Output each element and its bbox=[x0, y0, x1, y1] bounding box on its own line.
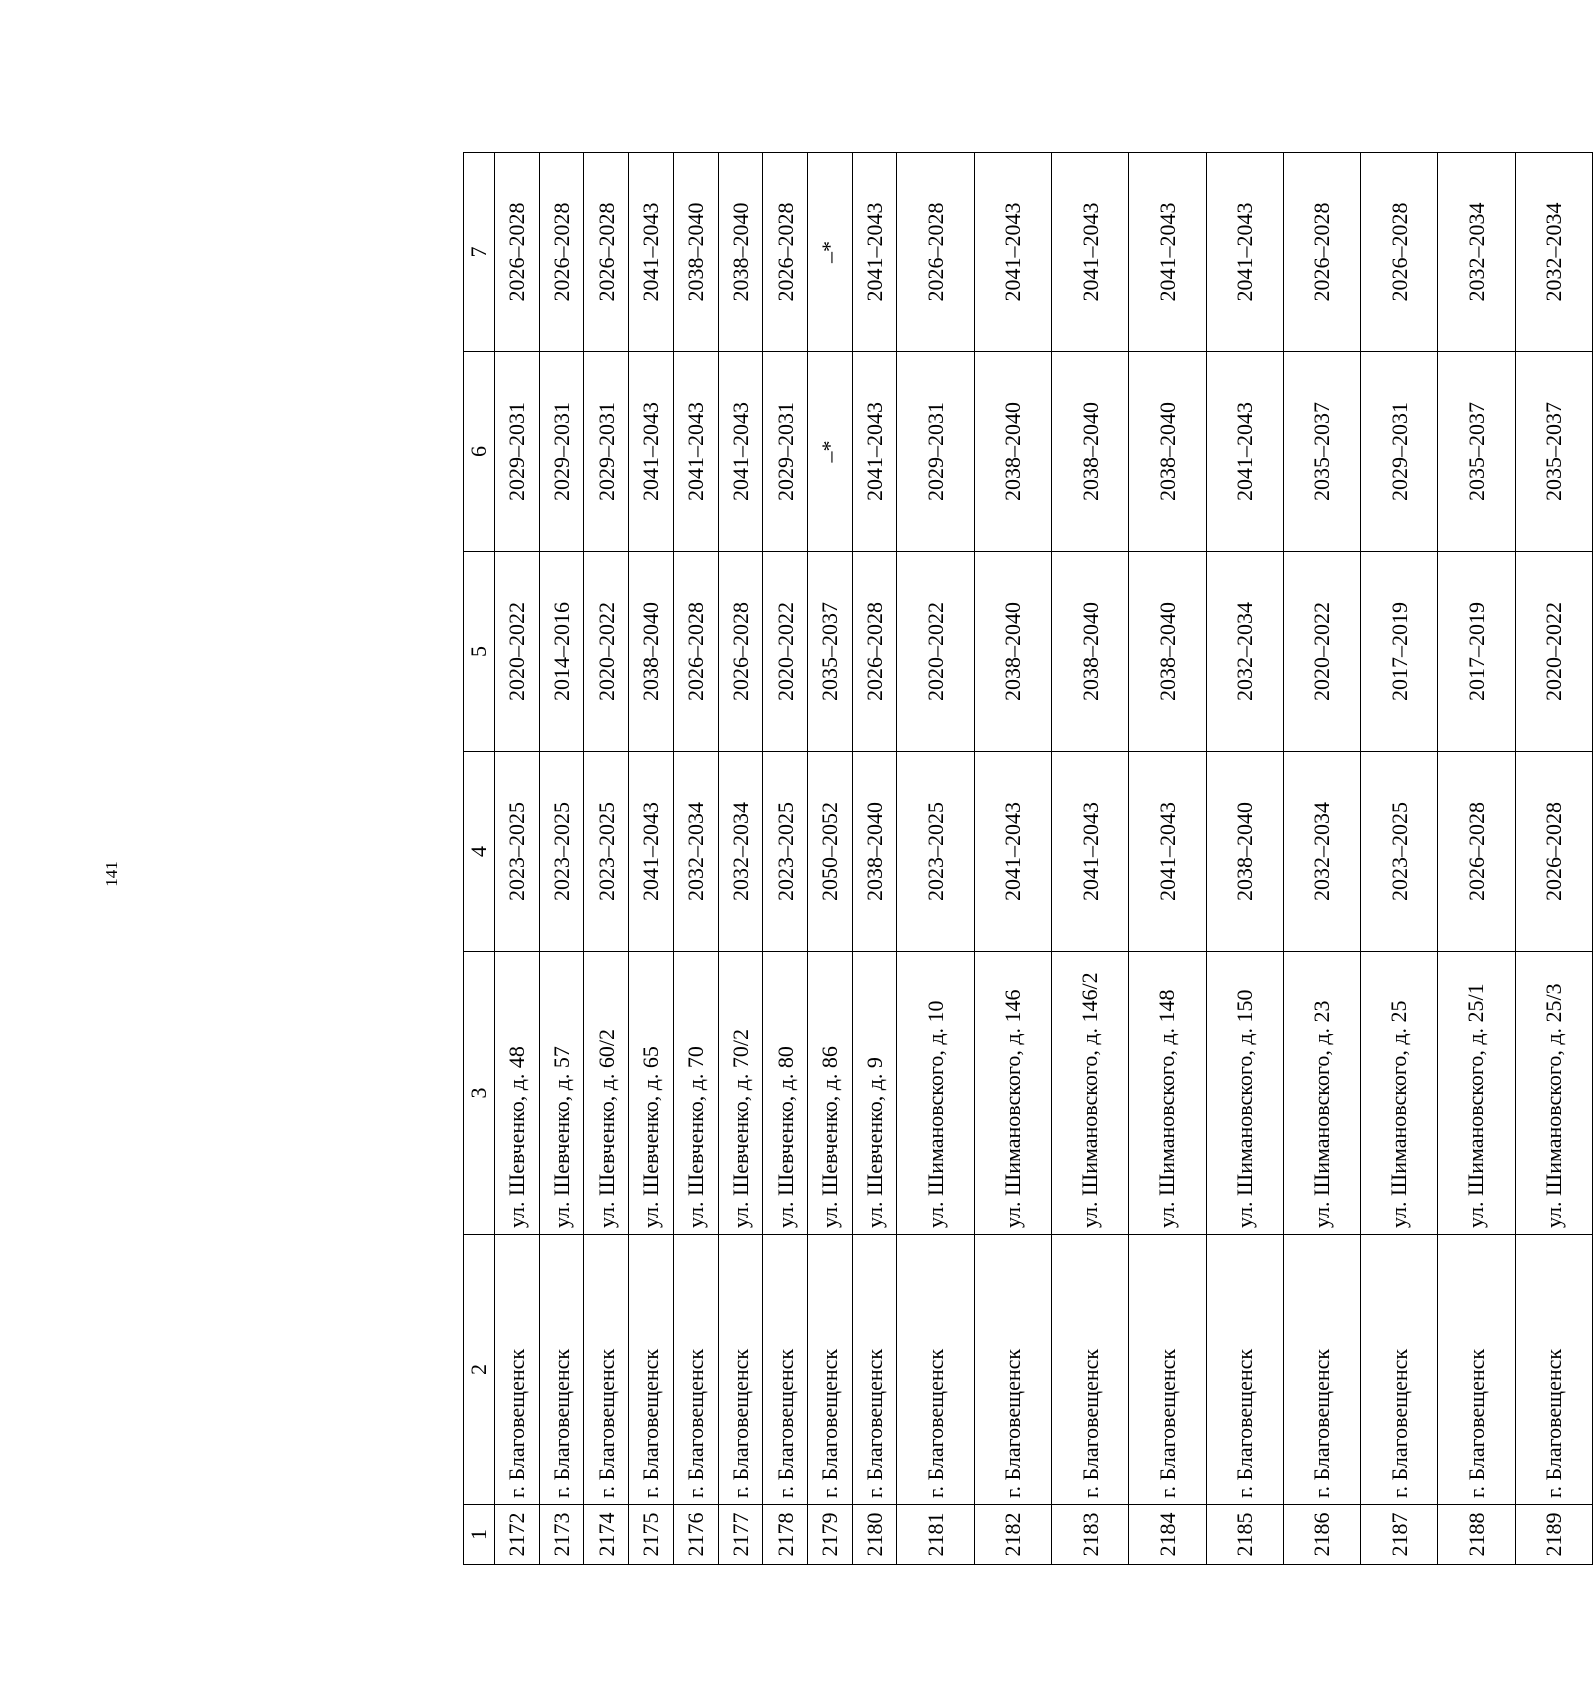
period-cell: 2038–2040 bbox=[673, 153, 718, 352]
period-cell: 2041–2043 bbox=[1052, 752, 1129, 952]
period-cell: 2041–2043 bbox=[1129, 153, 1206, 352]
period-cell: 2020–2022 bbox=[584, 552, 629, 752]
table-row bbox=[763, 153, 808, 1565]
period-cell: 2041–2043 bbox=[852, 352, 897, 552]
column-header: 7 bbox=[464, 153, 495, 352]
period-cell: 2041–2043 bbox=[629, 153, 674, 352]
period-cell: 2038–2040 bbox=[718, 153, 763, 352]
table-row bbox=[1129, 153, 1206, 1565]
city-cell: г. Благовещенск bbox=[673, 1235, 718, 1505]
period-cell: 2026–2028 bbox=[539, 153, 584, 352]
address-cell: ул. Шевченко, д. 9 bbox=[852, 952, 897, 1235]
table-row bbox=[718, 153, 763, 1565]
period-cell: 2026–2028 bbox=[584, 153, 629, 352]
city-cell: г. Благовещенск bbox=[1129, 1235, 1206, 1505]
city-cell: г. Благовещенск bbox=[1283, 1235, 1360, 1505]
period-cell: 2050–2052 bbox=[808, 752, 853, 952]
period-cell: 2041–2043 bbox=[974, 752, 1051, 952]
period-cell: 2032–2034 bbox=[673, 752, 718, 952]
period-cell: 2038–2040 bbox=[629, 552, 674, 752]
row-number-cell: 2179 bbox=[808, 1505, 853, 1565]
column-header: 2 bbox=[464, 1235, 495, 1505]
period-cell: 2023–2025 bbox=[584, 752, 629, 952]
table-body bbox=[495, 153, 1593, 1565]
row-number-cell: 2180 bbox=[852, 1505, 897, 1565]
period-cell: 2029–2031 bbox=[763, 352, 808, 552]
period-cell: 2032–2034 bbox=[1206, 552, 1283, 752]
table-row bbox=[974, 153, 1051, 1565]
address-cell: ул. Шимановского, д. 25 bbox=[1361, 952, 1438, 1235]
period-cell: –* bbox=[808, 352, 853, 552]
period-cell: 2026–2028 bbox=[718, 552, 763, 752]
period-cell: 2041–2043 bbox=[974, 153, 1051, 352]
city-cell: г. Благовещенск bbox=[629, 1235, 674, 1505]
city-cell: г. Благовещенск bbox=[763, 1235, 808, 1505]
row-number-cell: 2189 bbox=[1515, 1505, 1592, 1565]
city-cell: г. Благовещенск bbox=[495, 1235, 540, 1505]
table-row bbox=[1438, 153, 1515, 1565]
table-row bbox=[852, 153, 897, 1565]
header-row bbox=[464, 153, 495, 1565]
table-row bbox=[584, 153, 629, 1565]
address-cell: ул. Шевченко, д. 86 bbox=[808, 952, 853, 1235]
period-cell: 2032–2034 bbox=[1515, 153, 1592, 352]
period-cell: 2038–2040 bbox=[974, 552, 1051, 752]
city-cell: г. Благовещенск bbox=[1206, 1235, 1283, 1505]
address-cell: ул. Шимановского, д. 146/2 bbox=[1052, 952, 1129, 1235]
period-cell: 2029–2031 bbox=[584, 352, 629, 552]
city-cell: г. Благовещенск bbox=[1515, 1235, 1592, 1505]
column-header: 4 bbox=[464, 752, 495, 952]
column-header: 1 bbox=[464, 1505, 495, 1565]
table-row bbox=[629, 153, 674, 1565]
period-cell: 2041–2043 bbox=[1206, 153, 1283, 352]
address-cell: ул. Шимановского, д. 23 bbox=[1283, 952, 1360, 1235]
period-cell: 2020–2022 bbox=[1515, 552, 1592, 752]
row-number-cell: 2183 bbox=[1052, 1505, 1129, 1565]
address-cell: ул. Шевченко, д. 70/2 bbox=[718, 952, 763, 1235]
period-cell: 2029–2031 bbox=[897, 352, 974, 552]
table-row bbox=[808, 153, 853, 1565]
table-row bbox=[539, 153, 584, 1565]
city-cell: г. Благовещенск bbox=[1361, 1235, 1438, 1505]
period-cell: 2032–2034 bbox=[1283, 752, 1360, 952]
period-cell: 2023–2025 bbox=[1361, 752, 1438, 952]
address-cell: ул. Шимановского, д. 146 bbox=[974, 952, 1051, 1235]
row-number-cell: 2177 bbox=[718, 1505, 763, 1565]
address-cell: ул. Шимановского, д. 25/1 bbox=[1438, 952, 1515, 1235]
period-cell: 2026–2028 bbox=[852, 552, 897, 752]
row-number-cell: 2174 bbox=[584, 1505, 629, 1565]
row-number-cell: 2182 bbox=[974, 1505, 1051, 1565]
period-cell: –* bbox=[808, 153, 853, 352]
period-cell: 2038–2040 bbox=[974, 352, 1051, 552]
period-cell: 2035–2037 bbox=[808, 552, 853, 752]
address-cell: ул. Шевченко, д. 65 bbox=[629, 952, 674, 1235]
address-cell: ул. Шевченко, д. 80 bbox=[763, 952, 808, 1235]
period-cell: 2041–2043 bbox=[629, 752, 674, 952]
city-cell: г. Благовещенск bbox=[718, 1235, 763, 1505]
period-cell: 2041–2043 bbox=[718, 352, 763, 552]
city-cell: г. Благовещенск bbox=[1052, 1235, 1129, 1505]
period-cell: 2026–2028 bbox=[1515, 752, 1592, 952]
period-cell: 2029–2031 bbox=[539, 352, 584, 552]
period-cell: 2020–2022 bbox=[897, 552, 974, 752]
period-cell: 2029–2031 bbox=[495, 352, 540, 552]
page-number: 141 bbox=[102, 861, 121, 887]
row-number-cell: 2175 bbox=[629, 1505, 674, 1565]
period-cell: 2023–2025 bbox=[763, 752, 808, 952]
table-row bbox=[673, 153, 718, 1565]
period-cell: 2020–2022 bbox=[1283, 552, 1360, 752]
period-cell: 2041–2043 bbox=[1206, 352, 1283, 552]
table-row bbox=[897, 153, 974, 1565]
row-number-cell: 2178 bbox=[763, 1505, 808, 1565]
period-cell: 2026–2028 bbox=[1361, 153, 1438, 352]
row-number-cell: 2172 bbox=[495, 1505, 540, 1565]
row-number-cell: 2181 bbox=[897, 1505, 974, 1565]
row-number-cell: 2185 bbox=[1206, 1505, 1283, 1565]
period-cell: 2026–2028 bbox=[897, 153, 974, 352]
period-cell: 2041–2043 bbox=[1129, 752, 1206, 952]
schedule-table bbox=[463, 152, 1593, 1565]
period-cell: 2026–2028 bbox=[1438, 752, 1515, 952]
period-cell: 2023–2025 bbox=[897, 752, 974, 952]
period-cell: 2026–2028 bbox=[495, 153, 540, 352]
city-cell: г. Благовещенск bbox=[584, 1235, 629, 1505]
table-row bbox=[1052, 153, 1129, 1565]
rotated-table-container bbox=[463, 153, 1593, 1565]
column-header: 6 bbox=[464, 352, 495, 552]
row-number-cell: 2184 bbox=[1129, 1505, 1206, 1565]
city-cell: г. Благовещенск bbox=[897, 1235, 974, 1505]
period-cell: 2032–2034 bbox=[718, 752, 763, 952]
period-cell: 2020–2022 bbox=[495, 552, 540, 752]
row-number-cell: 2186 bbox=[1283, 1505, 1360, 1565]
period-cell: 2041–2043 bbox=[852, 153, 897, 352]
table-row bbox=[495, 153, 540, 1565]
column-header: 5 bbox=[464, 552, 495, 752]
city-cell: г. Благовещенск bbox=[974, 1235, 1051, 1505]
period-cell: 2020–2022 bbox=[763, 552, 808, 752]
period-cell: 2023–2025 bbox=[495, 752, 540, 952]
period-cell: 2026–2028 bbox=[673, 552, 718, 752]
period-cell: 2035–2037 bbox=[1283, 352, 1360, 552]
row-number-cell: 2176 bbox=[673, 1505, 718, 1565]
row-number-cell: 2187 bbox=[1361, 1505, 1438, 1565]
city-cell: г. Благовещенск bbox=[1438, 1235, 1515, 1505]
row-number-cell: 2173 bbox=[539, 1505, 584, 1565]
address-cell: ул. Шимановского, д. 148 bbox=[1129, 952, 1206, 1235]
row-number-cell: 2188 bbox=[1438, 1505, 1515, 1565]
period-cell: 2041–2043 bbox=[629, 352, 674, 552]
table-row bbox=[1283, 153, 1360, 1565]
period-cell: 2035–2037 bbox=[1438, 352, 1515, 552]
period-cell: 2038–2040 bbox=[1052, 552, 1129, 752]
period-cell: 2026–2028 bbox=[1283, 153, 1360, 352]
period-cell: 2038–2040 bbox=[1052, 352, 1129, 552]
period-cell: 2038–2040 bbox=[1129, 352, 1206, 552]
period-cell: 2014–2016 bbox=[539, 552, 584, 752]
address-cell: ул. Шевченко, д. 57 bbox=[539, 952, 584, 1235]
address-cell: ул. Шимановского, д. 150 bbox=[1206, 952, 1283, 1235]
period-cell: 2041–2043 bbox=[673, 352, 718, 552]
table-row bbox=[1361, 153, 1438, 1565]
column-header: 3 bbox=[464, 952, 495, 1235]
period-cell: 2032–2034 bbox=[1438, 153, 1515, 352]
period-cell: 2035–2037 bbox=[1515, 352, 1592, 552]
address-cell: ул. Шимановского, д. 10 bbox=[897, 952, 974, 1235]
address-cell: ул. Шевченко, д. 70 bbox=[673, 952, 718, 1235]
period-cell: 2023–2025 bbox=[539, 752, 584, 952]
city-cell: г. Благовещенск bbox=[808, 1235, 853, 1505]
period-cell: 2017–2019 bbox=[1438, 552, 1515, 752]
table-row bbox=[1515, 153, 1592, 1565]
city-cell: г. Благовещенск bbox=[539, 1235, 584, 1505]
address-cell: ул. Шевченко, д. 60/2 bbox=[584, 952, 629, 1235]
table-row bbox=[1206, 153, 1283, 1565]
period-cell: 2038–2040 bbox=[1206, 752, 1283, 952]
period-cell: 2017–2019 bbox=[1361, 552, 1438, 752]
period-cell: 2038–2040 bbox=[1129, 552, 1206, 752]
address-cell: ул. Шевченко, д. 48 bbox=[495, 952, 540, 1235]
city-cell: г. Благовещенск bbox=[852, 1235, 897, 1505]
period-cell: 2041–2043 bbox=[1052, 153, 1129, 352]
period-cell: 2029–2031 bbox=[1361, 352, 1438, 552]
address-cell: ул. Шимановского, д. 25/3 bbox=[1515, 952, 1592, 1235]
period-cell: 2026–2028 bbox=[763, 153, 808, 352]
period-cell: 2038–2040 bbox=[852, 752, 897, 952]
